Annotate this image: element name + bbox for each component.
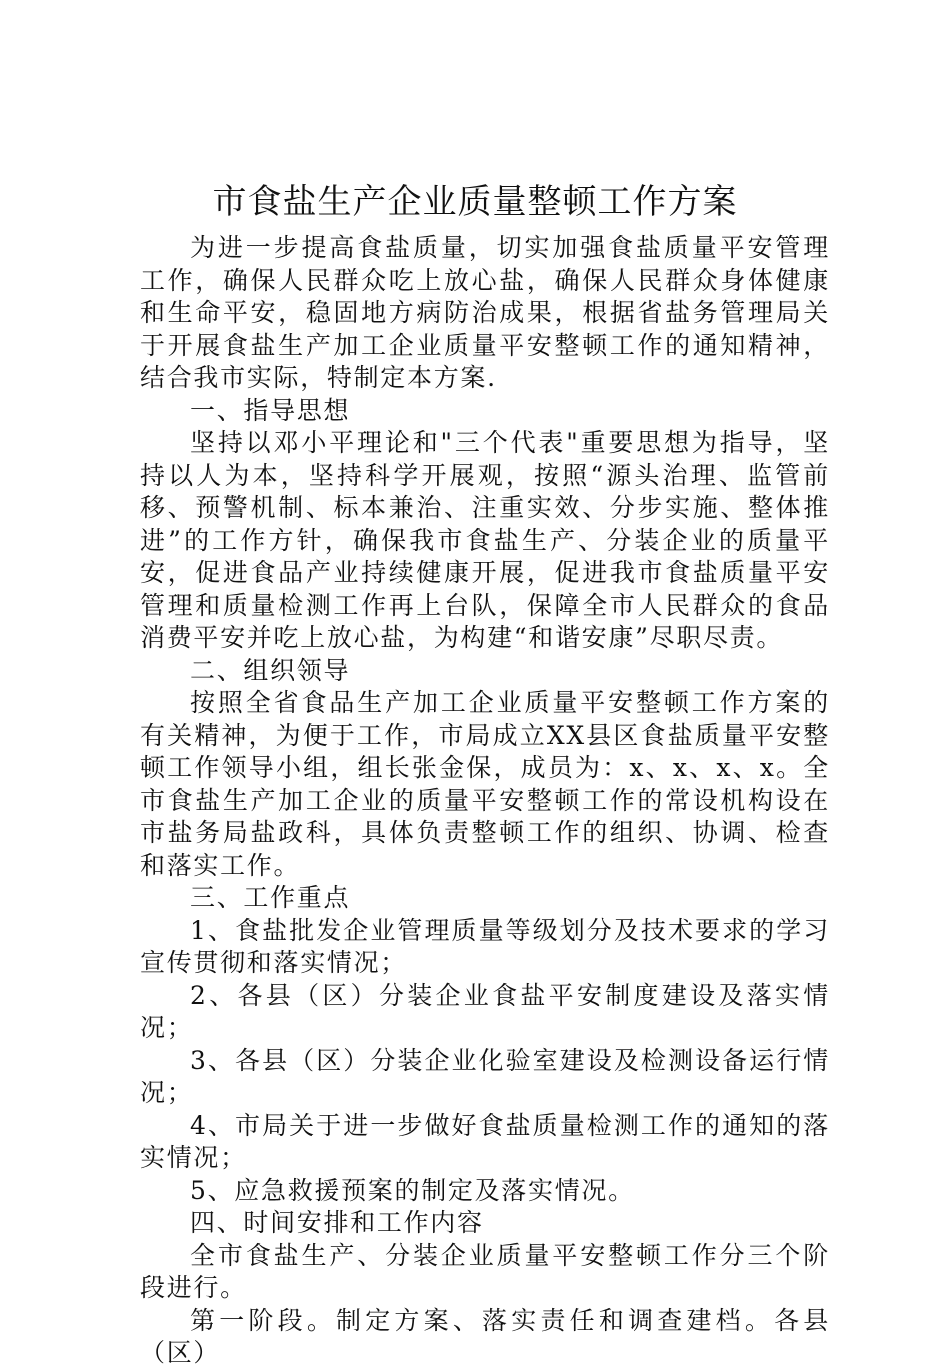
- paragraph-intro: 为进一步提高食盐质量，切实加强食盐质量平安管理工作，确保人民群众吃上放心盐，确保人民群众身体健康和生命平安，稳固地方病防治成果，根据省盐务管理局关于开展食盐生产加工企业质量平安整顿工作的通知精神，结合我市实际，特制定本方案.: [140, 233, 830, 392]
- paragraph-schedule: 全市食盐生产、分装企业质量平安整顿工作分三个阶段进行。: [140, 1240, 830, 1302]
- list-item-focus-1: 1、食盐批发企业管理质量等级划分及技术要求的学习宣传贯彻和落实情况；: [140, 915, 830, 977]
- paragraph-phase-one: 第一阶段。制定方案、落实责任和调查建档。各县（区）: [140, 1305, 830, 1367]
- section-heading-guiding-ideology: 一、指导思想: [190, 395, 351, 425]
- list-item-focus-4: 4、市局关于进一步做好食盐质量检测工作的通知的落实情况；: [140, 1110, 830, 1172]
- list-item-focus-5: 5、应急救援预案的制定及落实情况。: [190, 1175, 635, 1205]
- document-title: 市食盐生产企业质量整顿工作方案: [212, 182, 738, 222]
- section-heading-work-focus: 三、工作重点: [190, 883, 351, 912]
- list-item-focus-3: 3、各县（区）分装企业化验室建设及检测设备运行情况；: [140, 1045, 830, 1107]
- section-heading-organization: 二、组织领导: [190, 655, 351, 685]
- section-heading-schedule: 四、时间安排和工作内容: [190, 1208, 484, 1237]
- paragraph-guiding-ideology: 坚持以邓小平理论和"三个代表"重要思想为指导，坚持以人为本，坚持科学开展观，按照“源头治理、监管前移、预警机制、标本兼治、注重实效、分步实施、整体推进”的工作方针，确保我市食盐生产、分装企业的质量平安，促进食品产业持续健康开展，促进我市食盐质量平安管理和质量检测工作再上台队，保障全市人民群众的食品消费平安并吃上放心盐，为构建“和谐安康”尽职尽责。: [140, 428, 830, 652]
- document-body: [140, 232, 830, 1370]
- list-item-focus-2: 2、各县（区）分装企业食盐平安制度建设及落实情况；: [140, 980, 830, 1042]
- paragraph-organization: 按照全省食品生产加工企业质量平安整顿工作方案的有关精神，为便于工作，市局成立XX县区食盐质量平安整顿工作领导小组，组长张金保，成员为：x、x、x、x。全市食盐生产加工企业的质量平安整顿工作的常设机构设在市盐务局盐政科，具体负责整顿工作的组织、协调、检查和落实工作。: [140, 688, 830, 880]
